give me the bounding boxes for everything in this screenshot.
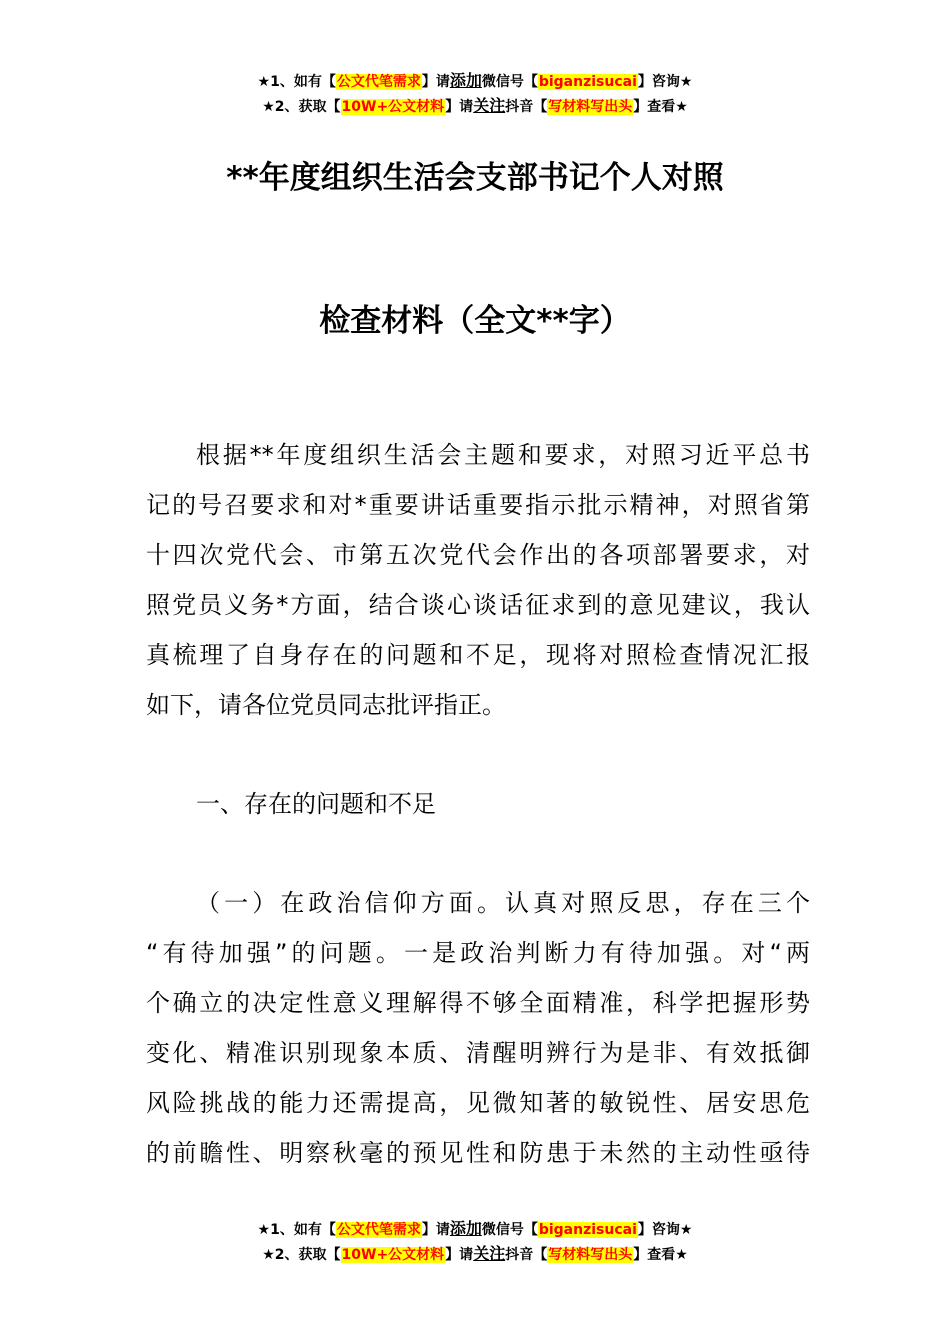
banner-underlined: 添加 bbox=[449, 71, 482, 90]
political-belief-paragraph bbox=[146, 878, 810, 1178]
banner-text: 抖音【 bbox=[505, 99, 548, 115]
page-title-line-1: **年度组织生活会支部书记个人对照 bbox=[226, 160, 724, 196]
banner-text: 抖音【 bbox=[505, 1247, 548, 1263]
paragraph-line: 照党员义务*方面，结合谈心谈话征求到的意见建议，我认 bbox=[146, 591, 810, 619]
banner-highlight: 10W+公文材料 bbox=[341, 1247, 445, 1263]
banner-highlight: biganzisucai bbox=[538, 74, 637, 90]
banner-underlined: 关注 bbox=[473, 1244, 506, 1263]
page-title-line-2: 检查材料（全文**字） bbox=[319, 303, 631, 339]
banner-line-1 bbox=[0, 1217, 950, 1242]
banner-underlined: 添加 bbox=[449, 1219, 482, 1238]
banner-highlight: biganzisucai bbox=[538, 1222, 637, 1238]
banner-highlight: 公文代笔需求 bbox=[336, 74, 421, 90]
bottom-banner bbox=[0, 1217, 950, 1267]
banner-text: 】请 bbox=[445, 1247, 474, 1263]
banner-text: ★1、如有【 bbox=[257, 1222, 336, 1238]
intro-paragraph bbox=[146, 430, 810, 730]
paragraph-line: 十四次党代会、市第五次党代会作出的各项部署要求，对 bbox=[146, 541, 810, 569]
paragraph-line: 根据**年度组织生活会主题和要求，对照习近平总书 bbox=[196, 441, 810, 469]
paragraph-line: “有待加强”的问题。一是政治判断力有待加强。对“两 bbox=[146, 939, 810, 967]
banner-text: 】查看★ bbox=[633, 99, 688, 115]
paragraph-line: 真梳理了自身存在的问题和不足，现将对照检查情况汇报 bbox=[146, 641, 810, 669]
banner-text: 】请 bbox=[421, 74, 450, 90]
top-banner bbox=[0, 69, 950, 119]
banner-text: 】咨询★ bbox=[637, 1222, 693, 1238]
paragraph-line: 的前瞻性、明察秋毫的预见性和防患于未然的主动性亟待 bbox=[146, 1139, 810, 1167]
paragraph-line: 个确立的决定性意义理解得不够全面精准，科学把握形势 bbox=[146, 989, 810, 1017]
banner-text: ★1、如有【 bbox=[257, 74, 336, 90]
paragraph-line: 风险挑战的能力还需提高，见微知著的敏锐性、居安思危 bbox=[146, 1089, 810, 1117]
banner-text: 】咨询★ bbox=[637, 74, 693, 90]
banner-text: 】请 bbox=[421, 1222, 450, 1238]
banner-text: ★2、获取【 bbox=[262, 1247, 341, 1263]
banner-text: 】查看★ bbox=[633, 1247, 688, 1263]
banner-text: 】请 bbox=[445, 99, 474, 115]
banner-highlight: 公文代笔需求 bbox=[336, 1222, 421, 1238]
banner-highlight: 写材料写出头 bbox=[548, 99, 633, 115]
banner-text: ★2、获取【 bbox=[262, 99, 341, 115]
banner-text: 微信号【 bbox=[481, 74, 538, 90]
paragraph-line: （一）在政治信仰方面。认真对照反思，存在三个 bbox=[196, 889, 810, 917]
banner-line-2 bbox=[0, 94, 950, 119]
banner-underlined: 关注 bbox=[473, 96, 506, 115]
banner-text: 微信号【 bbox=[481, 1222, 538, 1238]
banner-line-1 bbox=[0, 69, 950, 94]
section-heading bbox=[146, 779, 810, 829]
paragraph-line: 变化、精准识别现象本质、清醒明辨行为是非、有效抵御 bbox=[146, 1039, 810, 1067]
banner-highlight: 写材料写出头 bbox=[548, 1247, 633, 1263]
paragraph-line: 记的号召要求和对*重要讲话重要指示批示精神，对照省第 bbox=[146, 491, 810, 519]
section-heading-text: 一、存在的问题和不足 bbox=[196, 790, 436, 818]
banner-line-2 bbox=[0, 1242, 950, 1267]
paragraph-line: 如下，请各位党员同志批评指正。 bbox=[146, 691, 506, 719]
banner-highlight: 10W+公文材料 bbox=[341, 99, 445, 115]
